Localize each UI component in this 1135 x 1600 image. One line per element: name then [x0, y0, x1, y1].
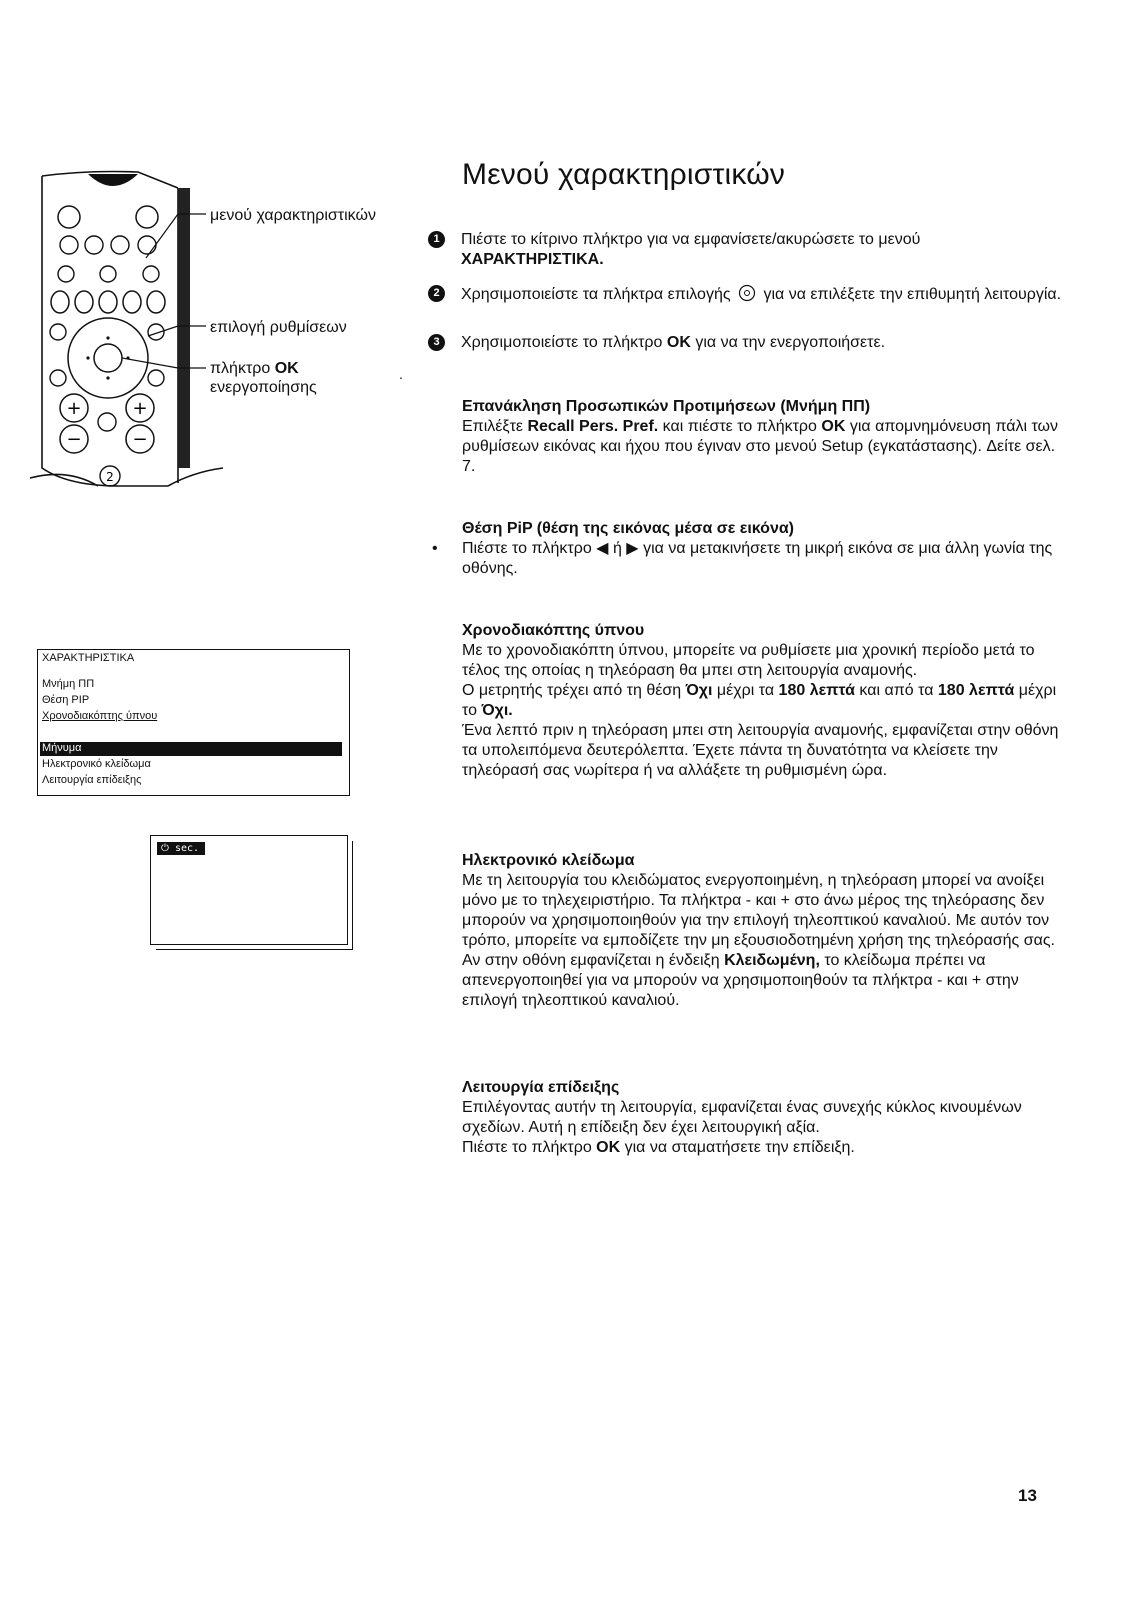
section-heading: Ηλεκτρονικό κλείδωμα	[462, 852, 635, 869]
menu-title: ΧΑΡΑΚΤΗΡΙΣΤΙΚΑ	[42, 652, 135, 664]
section-heading: Επανάκληση Προσωπικών Προτιμήσεων (Μνήμη ΠΠ)	[462, 398, 871, 415]
step-number: 3	[428, 334, 445, 351]
yellow-key-icon	[147, 291, 165, 313]
bold-text: Κλειδωμένη,	[724, 952, 820, 969]
callout-ok-bold: ΟΚ	[274, 360, 299, 377]
menu-item: Λειτουργία επίδειξης	[42, 774, 142, 786]
ok-key-label: OK	[596, 1139, 621, 1156]
step-text: Πιέστε το κίτρινο πλήκτρο για να εμφανίσετε/ακυρώσετε το μενού	[461, 231, 921, 248]
section-heading: Λειτουργία επίδειξης	[462, 1079, 620, 1096]
section-heading: Χρονοδιακόπτης ύπνου	[462, 622, 645, 639]
bold-text: 180 λεπτά	[778, 682, 855, 699]
callout-menu: μενού χαρακτηριστικών	[210, 207, 376, 224]
step-text-2: για να επιλέξετε την επιθυμητή λειτουργία.	[763, 286, 1062, 303]
svg-text:−: −	[66, 429, 82, 450]
svg-text:−: −	[132, 429, 148, 450]
text: ή	[612, 540, 622, 557]
step-text: Χρησιμοποιείστε το πλήκτρο	[461, 334, 663, 351]
step-3	[428, 333, 1068, 355]
standby-button-icon	[136, 206, 158, 228]
svg-text:+: +	[132, 398, 148, 419]
section-sleep	[462, 621, 1062, 781]
cursor-ring-icon	[68, 318, 148, 398]
ok-key-label: ΟΚ	[666, 334, 691, 351]
step-number: 1	[428, 231, 445, 248]
cursor-keys-icon	[738, 284, 756, 302]
section-recall	[462, 397, 1062, 477]
step-1	[428, 230, 1068, 270]
text: και από τα	[859, 682, 934, 699]
text: Επιλέξτε	[462, 418, 524, 435]
osd-label: sec.	[174, 843, 200, 854]
step-number: 2	[428, 285, 445, 302]
bold-text: Όχι.	[481, 702, 513, 719]
bullet: •	[432, 540, 438, 557]
section-heading: Θέση PiP (θέση της εικόνας μέσα σε εικόνα)	[462, 520, 794, 537]
menu-item: Χρονοδιακόπτης ύπνου	[42, 710, 158, 722]
recall-label: Recall Pers. Pref.	[527, 418, 659, 435]
text: μέχρι τα	[716, 682, 775, 699]
step-text-2: για να την ενεργοποιήσετε.	[695, 334, 886, 351]
menu-item-selected	[40, 742, 342, 756]
text: για απομνημόνευση πάλι των ρυθμίσεων εικόνας και ήχου που έγιναν στο μενού Setup (εγκατάστασης). Δείτε σελ. 7.	[462, 418, 1059, 475]
bold-text: 180 λεπτά	[937, 682, 1015, 699]
text: Με τη λειτουργία του κλειδώματος ενεργοποιημένη, η τηλεόραση μπορεί να ανοίξει μόνο με το τηλεχειριστήριο. Τα πλήκτρα - και + στο άνω μέρος της τηλεόρασης δεν μπορούν να χρησιμοποιηθούν για την επιλογή τηλεοπτικού καναλιού. Με αυτόν τον τρόπο, μπορείτε να εμποδίζετε την μη εξουσιοδοτημένη χρήση της τηλεόρασής σας.	[462, 872, 1055, 949]
left-arrow-icon: ◀	[596, 540, 609, 557]
section-lock	[462, 851, 1062, 1011]
text: Πιέστε το πλήκτρο	[462, 540, 592, 557]
page-number: 13	[1018, 1486, 1037, 1505]
menu-item-label: Μήνυμα	[42, 742, 82, 754]
bold-text: Όχι	[685, 682, 713, 699]
callout-ok-text-2: ενεργοποίησης	[210, 379, 317, 396]
text: Ένα λεπτό πριν η τηλεόραση μπει στη λειτουργία αναμονής, εμφανίζεται στην οθόνη τα υπολειπόμενα δευτερόλεπτα. Έχετε πάντα τη δυνατότητα να κλείσετε την τηλεόρασή σας νωρίτερα ή να αλλάξετε τη ρυθμισμένη ώρα.	[462, 722, 1059, 779]
text: το κλείδωμα πρέπει να απενεργοποιηθεί για να μπορούν να χρησιμοποιηθούν τα πλήκτρα - και + στην επιλογή τηλεοπτικού καναλιού.	[462, 952, 1019, 1009]
step-2	[428, 284, 1068, 324]
text: Επιλέγοντας αυτήν τη λειτουργία, εμφανίζεται ένας συνεχής κύκλος κινουμένων σχεδίων. Αυτή η επίδειξη δεν έχει λειτουργική αξία.	[462, 1099, 1022, 1136]
section-pip	[432, 519, 1062, 579]
svg-text:+: +	[66, 398, 82, 419]
features-menu	[37, 649, 350, 796]
callout-ok	[210, 359, 317, 397]
text: Αν στην οθόνη εμφανίζεται η ένδειξη	[462, 952, 720, 969]
text: για να σταματήσετε την επίδειξη.	[624, 1139, 855, 1156]
osd-timer-badge	[157, 842, 205, 855]
power-button-icon	[58, 206, 80, 228]
menu-item: Θέση PIP	[42, 694, 90, 706]
step-text-bold: ΧΑΡΑΚΤΗΡΙΣΤΙΚΑ.	[461, 251, 604, 268]
svg-text:2: 2	[106, 470, 114, 484]
timer-icon: ⏻	[161, 843, 169, 854]
text: μέχρι το	[462, 682, 1057, 719]
right-arrow-icon: ▶	[626, 540, 639, 557]
text: Πιέστε το πλήκτρο	[462, 1139, 592, 1156]
text: Ο μετρητής τρέχει από τη θέση	[462, 682, 682, 699]
text: και πιέστε το πλήκτρο	[662, 418, 817, 435]
section-demo	[462, 1078, 1062, 1158]
callout-ok-text: πλήκτρο	[210, 360, 271, 377]
step-text: Χρησιμοποιείστε τα πλήκτρα επιλογής	[461, 286, 731, 303]
callout-select: επιλογή ρυθμίσεων	[210, 319, 347, 336]
page-title: Μενού χαρακτηριστικών	[462, 158, 786, 191]
ok-button-icon	[94, 344, 122, 372]
text: για να μετακινήσετε τη μικρή εικόνα σε μια άλλη γωνία της οθόνης.	[462, 540, 1053, 577]
menu-item: Ηλεκτρονικό κλείδωμα	[42, 758, 151, 770]
text: Με το χρονοδιακόπτη ύπνου, μπορείτε να ρυθμίσετε μια χρονική περίοδο μετά το τέλος της οποίας η τηλεόραση θα μπει στη λειτουργία αναμονής.	[462, 642, 1035, 679]
menu-item: Μνήμη ΠΠ	[42, 678, 95, 690]
osd-screen	[150, 835, 348, 945]
ok-key-label: OK	[821, 418, 846, 435]
